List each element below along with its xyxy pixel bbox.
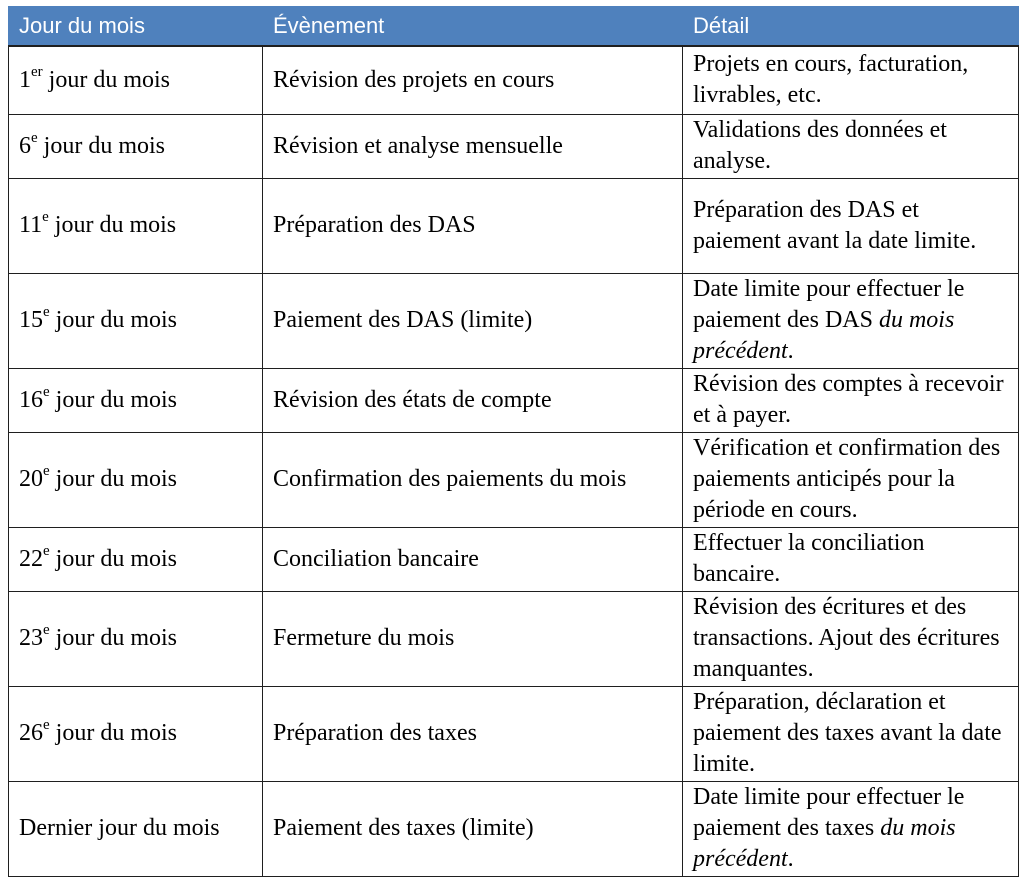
day-cell: [9, 686, 263, 781]
detail-cell: [683, 686, 1019, 781]
header-day: Jour du mois: [9, 7, 263, 47]
day-number: 23: [19, 625, 43, 651]
day-number: 15: [19, 307, 43, 333]
detail-cell: [683, 178, 1019, 273]
day-suffix: jour du mois: [49, 466, 178, 492]
day-suffix: jour du mois: [49, 720, 178, 746]
event-cell: Conciliation bancaire: [263, 527, 683, 591]
day-number: 6: [19, 132, 31, 159]
day-number: 22: [19, 545, 43, 572]
detail-emphasis: du mois précédent: [693, 307, 955, 364]
detail-text: Date limite pour effectuer le paiement des taxes: [693, 784, 965, 841]
event-cell: Paiement des DAS (limite): [263, 273, 683, 368]
day-ordinal: e: [43, 622, 50, 638]
day-suffix: jour du mois: [49, 307, 178, 333]
day-cell: [9, 114, 263, 178]
day-suffix: jour du mois: [49, 625, 178, 651]
day-number: 11: [19, 212, 43, 238]
table-row: [9, 781, 1019, 876]
detail-emphasis: du mois précédent: [693, 815, 956, 872]
day-cell: [9, 591, 263, 686]
day-number: 20: [19, 466, 43, 492]
table-row: [9, 273, 1019, 368]
day-suffix: jour du mois: [42, 66, 170, 93]
detail-text: Préparation des DAS et paiement avant la date limite.: [693, 196, 977, 254]
table-row: [9, 178, 1019, 273]
detail-cell: [683, 781, 1019, 876]
day-ordinal: e: [43, 463, 50, 479]
detail-end: .: [787, 846, 794, 872]
event-cell: Révision et analyse mensuelle: [263, 114, 683, 178]
day-number: Dernier: [19, 815, 93, 841]
day-suffix: jour du mois: [49, 386, 178, 413]
table-row: [9, 432, 1019, 527]
day-cell: [9, 781, 263, 876]
day-ordinal: e: [43, 304, 50, 320]
detail-text: Date limite pour effectuer le paiement des DAS: [693, 276, 965, 333]
detail-end: .: [787, 338, 794, 364]
day-number: 26: [19, 720, 43, 746]
event-cell: Fermeture du mois: [263, 591, 683, 686]
table-body: [9, 46, 1019, 876]
day-suffix: jour du mois: [92, 815, 220, 841]
detail-text: Préparation, déclaration et paiement des taxes avant la date limite.: [693, 689, 1002, 777]
header-event: Évènement: [263, 7, 683, 47]
table-row: [9, 114, 1019, 178]
header-detail: Détail: [683, 7, 1019, 47]
event-cell: Préparation des DAS: [263, 178, 683, 273]
detail-text: Vérification et confirmation des paiements anticipés pour la période en cours.: [693, 435, 1001, 523]
table-row: [9, 46, 1019, 114]
table-row: [9, 527, 1019, 591]
detail-text: Projets en cours, facturation, livrables, etc.: [693, 51, 969, 109]
day-cell: [9, 273, 263, 368]
detail-cell: [683, 368, 1019, 432]
detail-cell: [683, 114, 1019, 178]
detail-cell: [683, 432, 1019, 527]
day-suffix: jour du mois: [49, 545, 178, 572]
day-number: 1: [19, 66, 31, 93]
detail-cell: [683, 46, 1019, 114]
event-cell: Révision des projets en cours: [263, 46, 683, 114]
table-row: [9, 686, 1019, 781]
detail-cell: [683, 591, 1019, 686]
monthly-schedule-table: [8, 6, 1019, 877]
day-ordinal: e: [31, 129, 38, 146]
event-cell: Révision des états de compte: [263, 368, 683, 432]
day-cell: [9, 527, 263, 591]
table-row: [9, 368, 1019, 432]
day-cell: [9, 46, 263, 114]
detail-text: Validations des données et analyse.: [693, 117, 947, 174]
event-cell: Confirmation des paiements du mois: [263, 432, 683, 527]
detail-cell: [683, 527, 1019, 591]
day-cell: [9, 432, 263, 527]
day-cell: [9, 368, 263, 432]
day-ordinal: e: [43, 542, 50, 559]
detail-text: Révision des comptes à recevoir et à payer.: [693, 371, 1004, 428]
header-row: [9, 7, 1019, 47]
event-cell: Paiement des taxes (limite): [263, 781, 683, 876]
detail-text: Révision des écritures et des transactions. Ajout des écritures manquantes.: [693, 594, 1000, 682]
table-row: [9, 591, 1019, 686]
day-number: 16: [19, 386, 43, 413]
day-suffix: jour du mois: [48, 212, 177, 238]
day-suffix: jour du mois: [37, 132, 166, 159]
day-ordinal: e: [42, 209, 49, 225]
detail-cell: [683, 273, 1019, 368]
detail-text: Effectuer la conciliation bancaire.: [693, 530, 925, 587]
day-cell: [9, 178, 263, 273]
day-ordinal: e: [43, 717, 50, 733]
day-ordinal: er: [31, 63, 43, 80]
event-cell: Préparation des taxes: [263, 686, 683, 781]
day-ordinal: e: [43, 383, 50, 400]
